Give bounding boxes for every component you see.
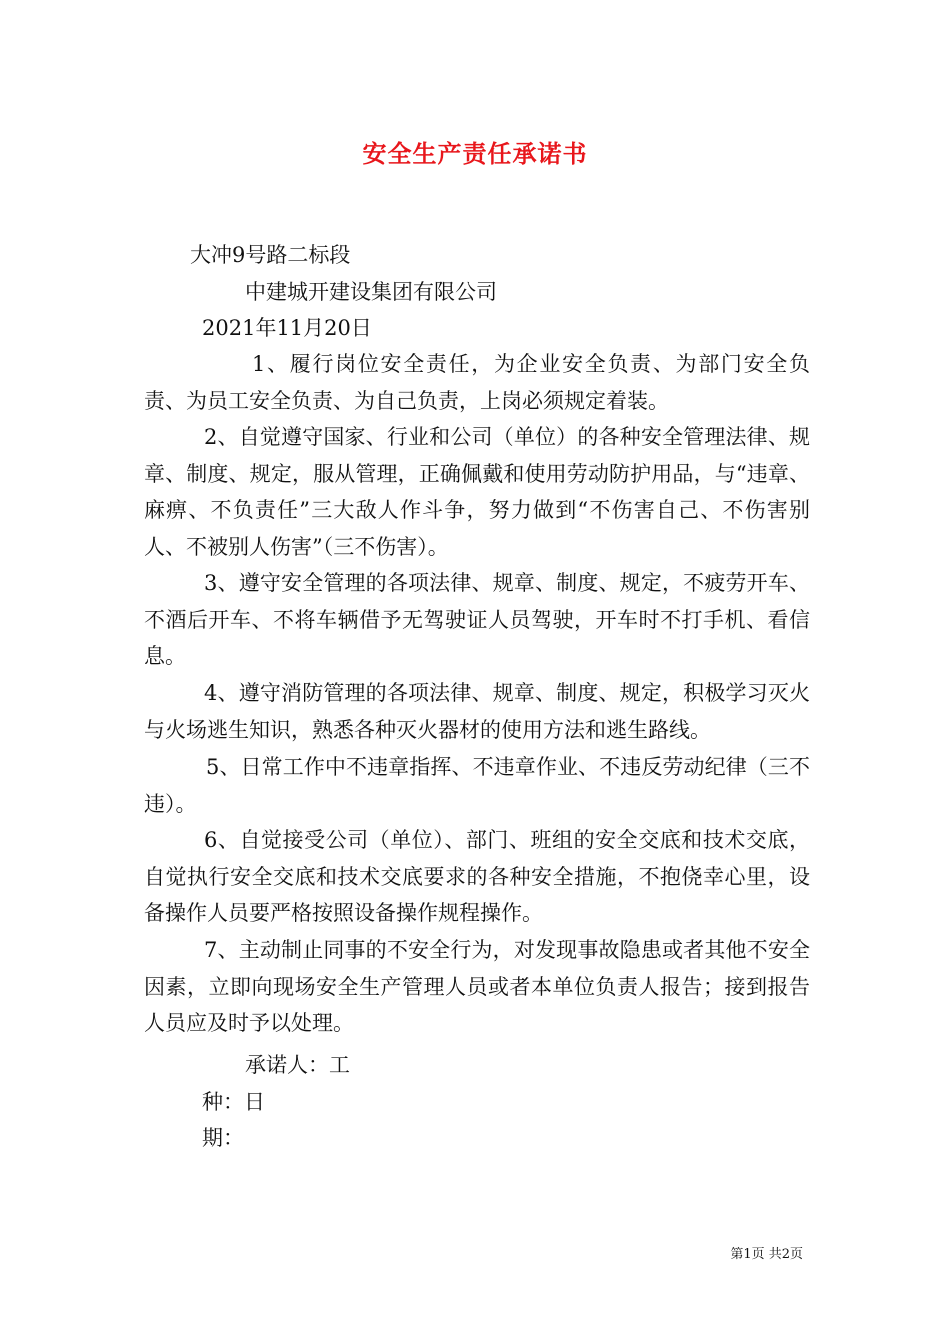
clause-2: 2、自觉遵守国家、行业和公司（单位）的各种安全管理法律、规章、制度、规定，服从管理，正确佩戴和使用劳动防护用品，与“违章、麻痹、不负责任”三大敌人作斗争，努力做到“不伤害自己、不伤害别人、不被别人伤害”（三不伤害）。 xyxy=(144,425,810,559)
clause-4: 4、遵守消防管理的各项法律、规章、制度、规定，积极学习灭火与火场逃生知识，熟悉各种灭火器材的使用方法和逃生路线。 xyxy=(144,681,810,742)
clause-5: 5、日常工作中不违章指挥、不违章作业、不违反劳动纪律（三不违）。 xyxy=(144,755,810,816)
clause-6: 6、自觉接受公司（单位）、部门、班组的安全交底和技术交底，自觉执行安全交底和技术交底要求的各种安全措施，不抱侥幸心里，设备操作人员要严格按照设备操作规程操作。 xyxy=(144,828,810,925)
project-name: 大冲9号路二标段 xyxy=(190,243,351,267)
clause-7: 7、主动制止同事的不安全行为，对发现事故隐患或者其他不安全因素，立即向现场安全生产管理人员或者本单位负责人报告；接到报告人员应及时予以处理。 xyxy=(144,938,810,1035)
document-title: 安全生产责任承诺书 xyxy=(362,139,588,168)
page-number: 第1页 共2页 xyxy=(730,1247,803,1262)
clause-1: 1、履行岗位安全责任，为企业安全负责、为部门安全负责、为员工安全负责、为自己负责，上岗必须规定着装。 xyxy=(144,352,810,413)
clause-3: 3、遵守安全管理的各项法律、规章、制度、规定，不疲劳开车、不酒后开车、不将车辆借予无驾驶证人员驾驶，开车时不打手机、看信息。 xyxy=(144,571,810,668)
signature-line-date: 期： xyxy=(202,1126,244,1150)
signature-line-type: 种：日 xyxy=(202,1090,265,1114)
document-date: 2021年11月20日 xyxy=(202,316,372,340)
company-name: 中建城开建设集团有限公司 xyxy=(245,280,497,304)
signature-line-promiser: 承诺人：工 xyxy=(245,1053,350,1077)
